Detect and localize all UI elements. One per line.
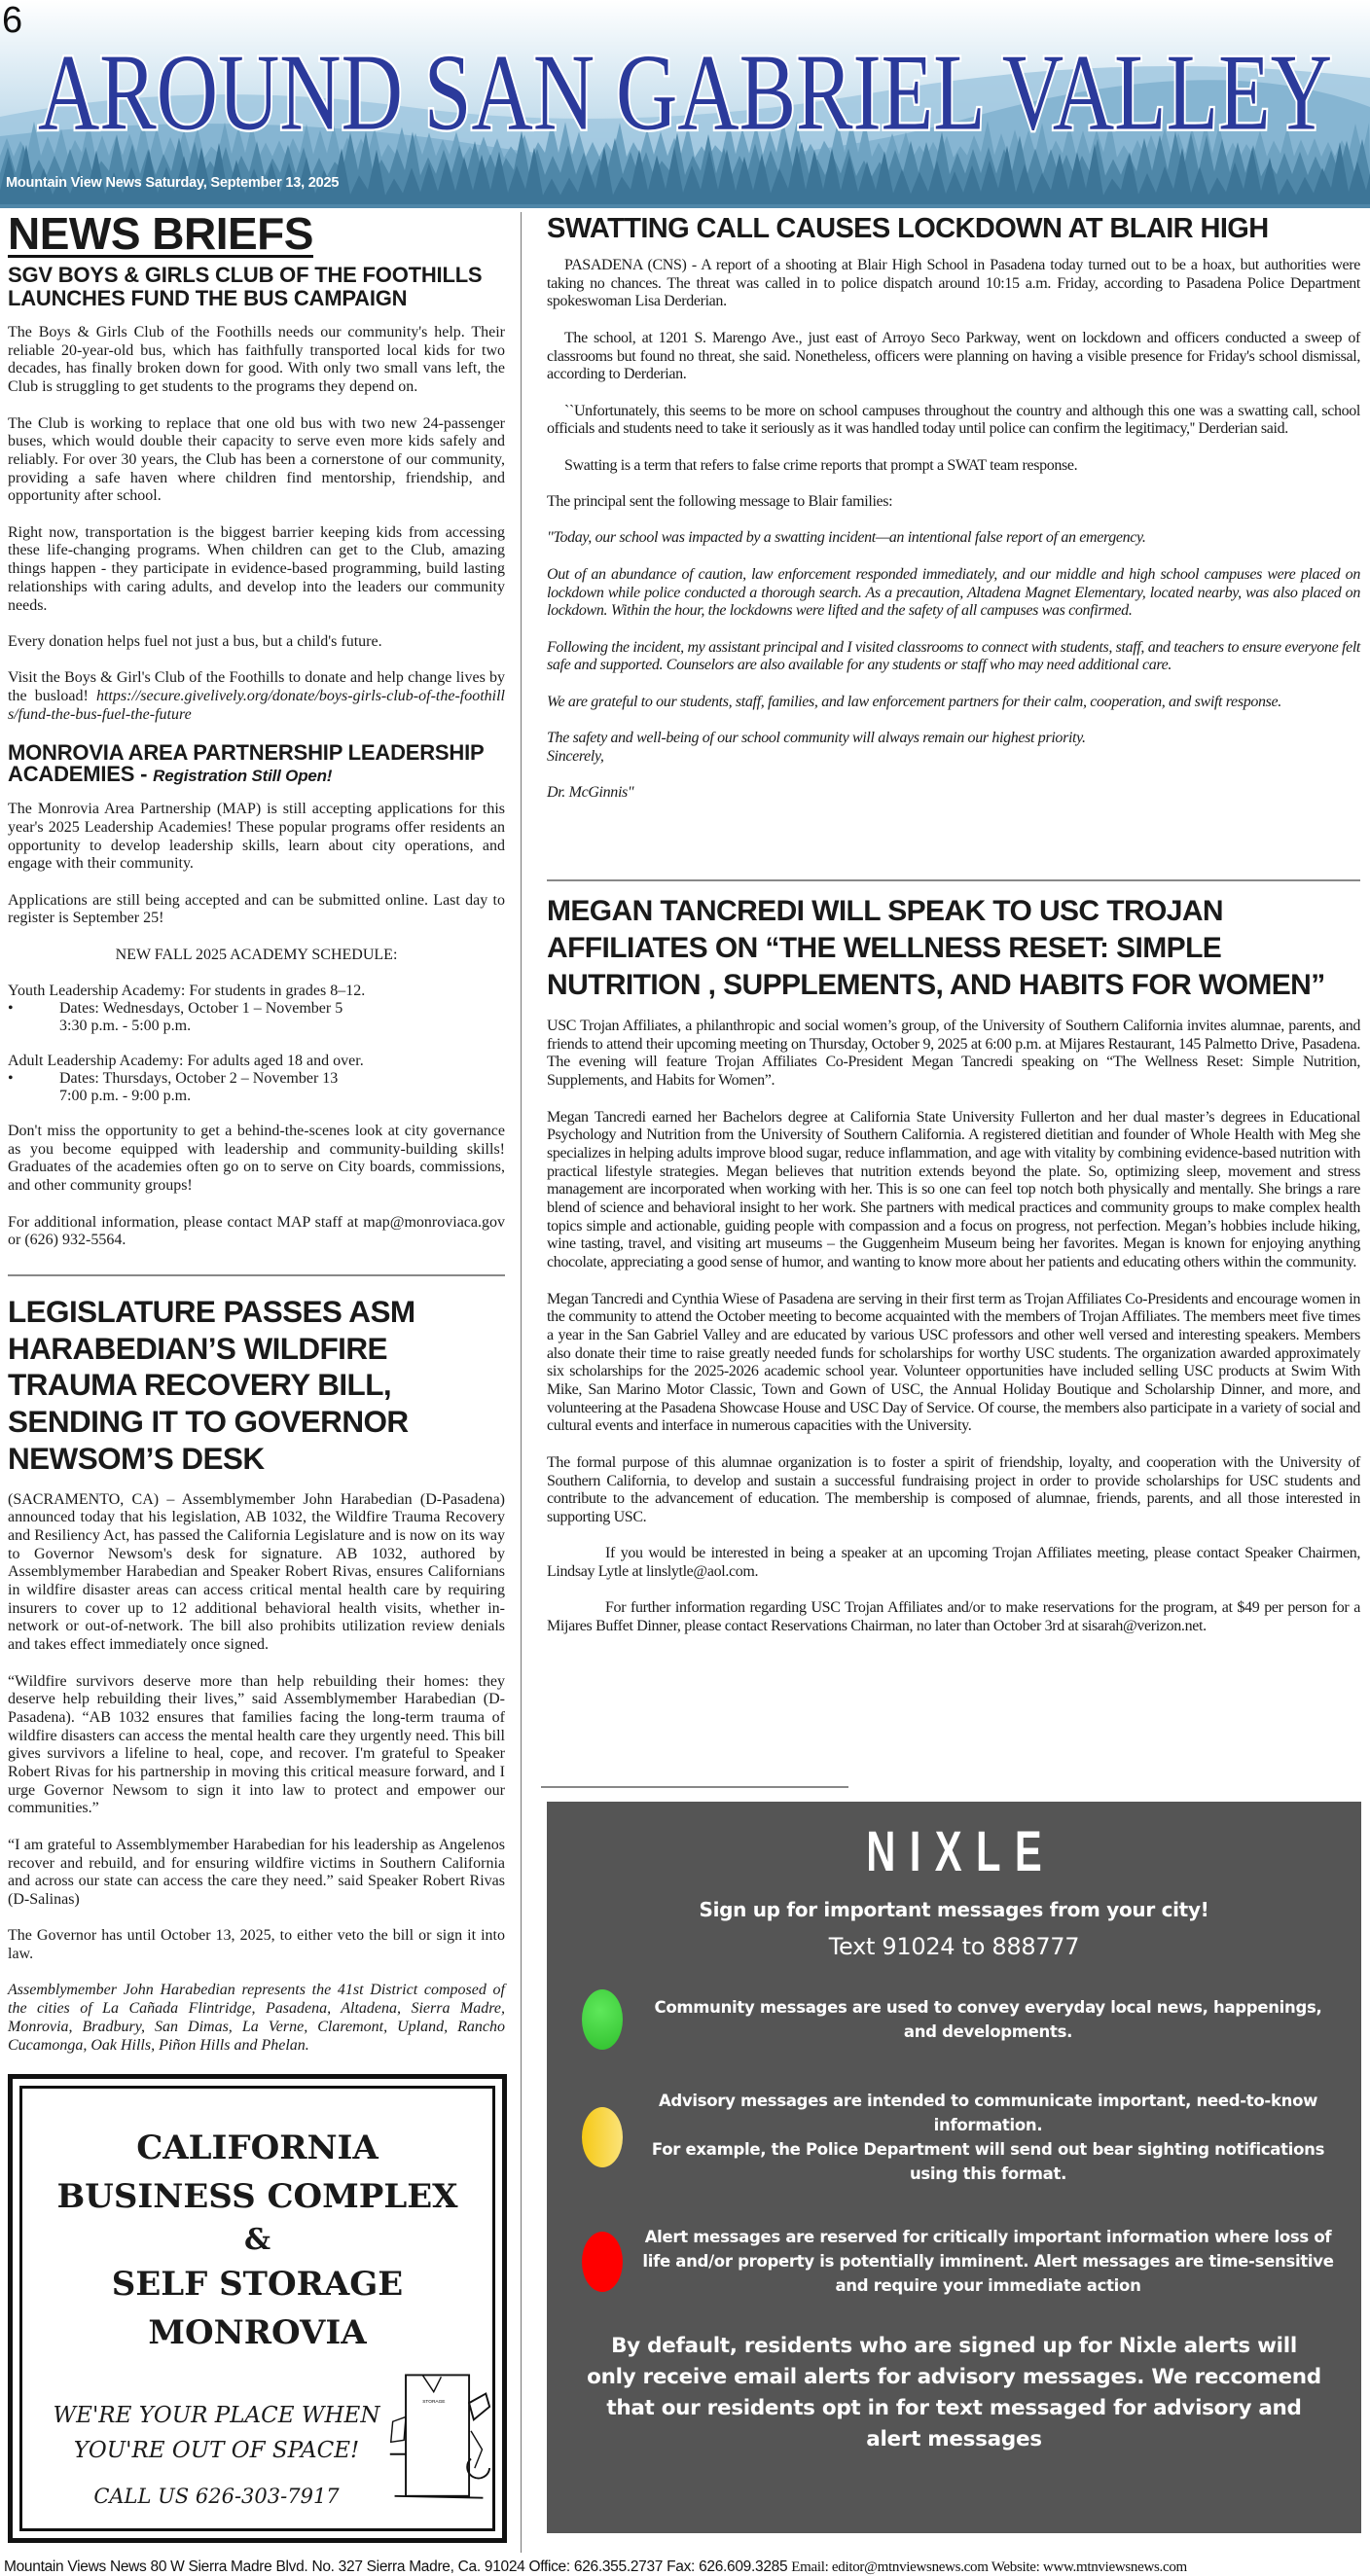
letter-paragraph: Out of an abundance of caution, law enforcement responded immediately, and our middle and high school campuses were placed on lockdown while police conducted a thorough search. As a precaution, Altadena Magnet Elementary, located nearby, was also placed on lockdown. Within the hour, the lockdowns were lifted and the safety of all campuses was confirmed. <box>547 565 1360 620</box>
section-rule <box>8 1274 505 1276</box>
author-bio: Assemblymember John Harabedian represents the 41st District composed of the cities of La Cañada Flintridge, Pasadena, Altadena, Sierra Madre, Monrovia, Bradbury, San Dimas, La Verne, Claremont, Upland, Rancho Cucamonga, Oak Hills, Piñon Hills and Phelan. <box>8 1982 505 2054</box>
ad-taglines <box>52 2398 381 2511</box>
storage-locker-illustration-icon <box>385 2365 492 2511</box>
columns <box>0 208 1370 2553</box>
article-paragraph: If you would be interested in being a speaker at an upcoming Trojan Affiliates meeting, please contact Speaker Chairmen, Lindsay Lytle at linslytle@aol.com. <box>547 1545 1360 1581</box>
ad-phone: CALL US 626-303-7917 <box>93 2485 340 2508</box>
ad-line: SELF STORAGE <box>111 2265 404 2304</box>
article-paragraph: For further information regarding USC Trojan Affiliates and/or to make reservations for the program, at $49 per person for a Mijares Buffet Dinner, please contact Reservations Chairman, no later than October 3rd at sisarah@verizon.net. <box>547 1599 1360 1635</box>
masthead-title: AROUND SAN GABRIEL VALLEY <box>37 31 1333 153</box>
ad-line: BUSINESS COMPLEX <box>56 2177 458 2216</box>
schedule-dates: Dates: Thursdays, October 2 – November 13 <box>59 1070 339 1088</box>
article-headline: SGV BOYS & GIRLS CLUB OF THE FOOTHILLS LAUNCHES FUND THE BUS CAMPAIGN <box>8 263 483 310</box>
article-paragraph: Don't miss the opportunity to get a behind-the-scenes look at city governance as you become equipped with leadership and community-building skills! Graduates of the academies often go on to serve on City boards, commissions, and other community groups! <box>8 1123 505 1195</box>
section-title: NEWS BRIEFS <box>8 208 313 259</box>
letter-closing: The safety and well-being of our school community will always remain our highest priority. <box>547 730 1086 747</box>
letter-signature: Dr. McGinnis" <box>547 784 634 802</box>
footer-contact[interactable]: Email: editor@mtnviewsnews.com Website: www.mtnviewsnews.com <box>791 2559 1187 2575</box>
article-paragraph: The principal sent the following message to Blair families: <box>547 493 893 511</box>
ad-ampersand: & <box>243 2223 271 2257</box>
nixle-level-message <box>638 2089 1338 2186</box>
letter-paragraph: "Today, our school was impacted by a swatting incident—an intentional false report of an emergency. <box>547 529 1146 547</box>
donate-link[interactable]: https://secure.givelively.org/donate/boys-girls-club-of-the-foothills/fund-the-bus-fuel-the-future <box>8 688 505 723</box>
headline-text: MONROVIA AREA PARTNERSHIP LEADERSHIP ACADEMIES - <box>8 740 485 787</box>
schedule-time: 3:30 p.m. - 5:00 p.m. <box>59 1018 192 1035</box>
nixle-level-alert <box>547 2225 1361 2298</box>
ad-line: MONROVIA <box>148 2313 367 2352</box>
letter-paragraph: Following the incident, my assistant principal and I visited classrooms to connect with students, staff, and teachers to ensure everyone felt safe and supported. Counselors are also available for any students or staff who may need additional care. <box>547 638 1361 674</box>
article-paragraph: Swatting is a term that refers to false crime reports that prompt a SWAT team response. <box>564 456 1078 474</box>
donate-text: Visit the Boys & Girl's Club of the Foothills to donate and help change lives by the busload! <box>8 669 505 704</box>
article-paragraph: Applications are still being accepted and can be submitted online. Last day to register is September 25! <box>8 891 505 927</box>
footer-address: Mountain Views News 80 W Sierra Madre Blvd. No. 327 Sierra Madre, Ca. 91024 Office: 626.355.2737 Fax: 626.609.3285 <box>4 2558 792 2575</box>
article-paragraph: (SACRAMENTO, CA) – Assemblymember John Harabedian (D-Pasadena) announced today that his legislation, AB 1032, the Wildfire Trauma Recovery and Resiliency Act, has passed the California Legislature and is now on its way to Governor Newsom's desk for signature. AB 1032, authored by Assemblymember Harabedian and Speaker Robert Rivas, ensures Californians in wildfire disaster areas can access critical mental health care by requiring insurers to cover up to 12 additional behavioral health visits, whether in-network or out-of-network. The bill also prohibits utilization review denials and takes effect immediately once signed. <box>8 1490 505 1654</box>
bullet-icon: • <box>8 1000 14 1018</box>
article-paragraph: The Boys & Girls Club of the Foothills needs our community's help. Their reliable 20-year-old bus, which has faithfully transported local kids for two decades, has finally broken down for good. With only two small vans left, the Club is struggling to get students to the programs they depend on. <box>8 324 505 396</box>
nixle-advertisement[interactable] <box>547 1802 1361 2533</box>
article-paragraph: Megan Tancredi earned her Bachelors degree at California State University Fullerton and her dual master’s degrees in Educational Psychology and Nutrition from the University of Southern California. A registered dietitian and founder of Whole Health with Meg she specializes in helping adults improve blood sugar, reduce inflammation, and age with vitality by combining evidence-based nutrition with practical lifestyle strategies. Megan believes that nutrition extends beyond the plate. So, optimizing sleep, movement and stress management are incorporated when working with her. This is so one can feel top notch both physically and mentally. She brings a rare blend of science and behavioral insight to her work. She partners with medical practices and community groups to make complex health topics simple and actionable, guiding people with compassion and a focus on progress, not perfection. Megan’s hobbies include hiking, wine tasting, travel, and visiting art museums – the Guggenheim Museum being her favorites. Megan is known for enjoying anything chocolate, appreciating a good sense of humor, and wanting to know more about her patients and educating others within the community. <box>547 1108 1360 1271</box>
dateline: Mountain View News Saturday, September 13, 2025 <box>6 175 340 191</box>
article-headline: SWATTING CALL CAUSES LOCKDOWN AT BLAIR HIGH <box>547 213 1269 244</box>
headline-tag: Registration Still Open! <box>153 767 333 786</box>
article-paragraph: The Governor has until October 13, 2025, to either veto the bill or sign it into law. <box>8 1927 505 1963</box>
article-paragraph: “Wildfire survivors deserve more than help rebuilding their homes: they deserve help rebuilding their lives,” said Assemblymember Harabedian (D-Pasadena). “AB 1032 ensures that families facing the long-term trauma of wildfire disasters can access the mental health care they urgently need. This bill gives survivors a lifeline to heal, cope, and recover. I'm grateful to Speaker Robert Rivas for his partnership in moving this critical measure forward, and I urge Governor Newsom to sign it into law to protect and empower our communities.” <box>8 1672 505 1817</box>
page-number: 6 <box>2 0 23 41</box>
nixle-level-message: Community messages are used to convey everyday local news, happenings, and developments. <box>654 1998 1322 2041</box>
article-paragraph: The Club is working to replace that one old bus with two new 24-passenger buses, which would double their capacity to serve even more kids safely and reliably. For over 30 years, the Club has been a cornerstone of our community, providing a safe haven where children find mentorship, friendship, and opportunity after school. <box>8 414 505 505</box>
schedule-title: Adult Leadership Academy: For adults aged 18 and over. <box>8 1053 364 1070</box>
article-end-rule <box>541 1786 848 1788</box>
right-column <box>522 212 1370 2553</box>
article-paragraph <box>8 669 505 724</box>
ad-bottom-row <box>22 2365 492 2511</box>
ad-inner-border <box>19 2086 495 2531</box>
ad-tagline: WE'RE YOUR PLACE WHEN <box>53 2403 380 2428</box>
nixle-signup-text: Sign up for important messages from your city! <box>699 1898 1209 1921</box>
article-paragraph: Every donation helps fuel not just a bus, but a child's future. <box>8 632 382 650</box>
schedule-item <box>8 983 505 1035</box>
legislature-article <box>8 1274 505 2074</box>
section-rule <box>547 879 1360 881</box>
page-body <box>0 208 1370 2576</box>
schedule-dates: Dates: Wednesdays, October 1 – November 5 <box>59 1000 343 1018</box>
article-headline <box>8 742 505 787</box>
article-paragraph: For additional information, please contact MAP staff at map@monroviaca.gov or (626) 932-5564. <box>8 1213 505 1249</box>
nixle-default-notice: By default, residents who are signed up for Nixle alerts will only receive email alerts for advisory messages. We reccomend that our residents opt in for text messaged for advisory and alert messages <box>587 2334 1321 2451</box>
article-paragraph: The formal purpose of this alumnae organization is to foster a spirit of friendship, loyalty, and cooperation with the University of Southern California, to develop and sustain a successful fundraising project in order to provide scholarships for USC students and contribute to the advancement of education. The membership is composed of alumnae, friends, parents, and all those interested in supporting USC. <box>547 1453 1360 1525</box>
bullet-icon: • <box>8 1070 14 1088</box>
article-headline: MEGAN TANCREDI WILL SPEAK TO USC TROJAN AFFILIATES ON “THE WELLNESS RESET: SIMPLE NUTRITION , SUPPLEMENTS, AND HABITS FOR WOMEN” <box>547 895 1325 1001</box>
article-paragraph: The school, at 1201 S. Marengo Ave., just east of Arroyo Seco Parkway, went on lockdown and officers conducted a sweep of classrooms but found no threat, she said. Nonetheless, officers were planning on having a visible presence for Friday's school dismissal, according to Derderian. <box>547 329 1360 383</box>
schedule-time: 7:00 p.m. - 9:00 p.m. <box>59 1088 192 1105</box>
article-headline: LEGISLATURE PASSES ASM HARABEDIAN’S WILDFIRE TRAUMA RECOVERY BILL, SENDING IT TO GOVERNOR NEWSOM’S DESK <box>8 1294 415 1476</box>
article-paragraph: USC Trojan Affiliates, a philanthropic and social women’s group, of the University of Southern California invites alumnae, parents, and friends to attend their upcoming meeting on Thursday, October 9, 2025 at 6:00 p.m. at Mijares Restaurant, 145 Palmetto Drive, Pasadena. The evening will feature Trojan Affiliates Co-President Megan Tancredi speaking on “The Wellness Reset: Simple Nutrition, Supplements, and Habits for Women”. <box>547 1018 1360 1090</box>
news-briefs-column <box>0 208 522 2553</box>
advisory-line: For example, the Police Department will send out bear sighting notifications using this format. <box>651 2140 1325 2183</box>
nixle-text-instruction: Text 91024 to 888777 <box>828 1933 1080 1960</box>
storage-advertisement[interactable] <box>8 2074 507 2543</box>
schedule-item <box>8 1053 505 1105</box>
article-paragraph: Right now, transportation is the biggest barrier keeping kids from accessing these life-changing programs. When children can get to the Club, amazing things happen - they participate in evidence-based programming, build lasting relationships with caring adults, and develop into the leaders our community needs. <box>8 523 505 614</box>
page-footer <box>0 2558 1366 2576</box>
article-paragraph: “I am grateful to Assemblymember Harabedian for his leadership as Angelenos recover and rebuild, and for ensuring wildfire victims in Southern California and across our state can access the care they need.” said Speaker Robert Rivas (D-Salinas) <box>8 1836 505 1908</box>
article-paragraph: Megan Tancredi and Cynthia Wiese of Pasadena are serving in their first term as Trojan Affiliates Co-Presidents and encourage women in the community to attend the October meeting to become acquainted with the members of Trojan Affiliates. The members meet five times a year in the San Gabriel Valley and are educated by various USC professors and other well versed and interesting speakers. Members also donate their time to raise greatly needed funds for scholarships for worthy USC students. The organization awarded approximately six scholarships for the 2025-2026 academic school year. Volunteer opportunities have included selling USC products at Swim With Mike, San Marino Motor Classic, Town and Gown of USC, the Annual Holiday Boutique and Scholarship Dinner, and more, and volunteering at the Pasadena Showcase House and USC Day of Service. Of course, the members also participate in a variety of social and cultural events and interface in numerous capacities with the University. <box>547 1290 1360 1435</box>
advisory-line: Advisory messages are intended to communicate important, need-to-know information. <box>658 2092 1318 2134</box>
nixle-level-community <box>547 1989 1361 2050</box>
ad-tagline: YOU'RE OUT OF SPACE! <box>73 2438 360 2463</box>
nixle-level-message: Alert messages are reserved for critically important information where loss of life and/or property is potentially imminent. Alert messages are time-sensitive and require your immediate action <box>642 2228 1334 2295</box>
schedule-title: NEW FALL 2025 ACADEMY SCHEDULE: <box>115 946 398 963</box>
red-circle-icon <box>582 2232 623 2292</box>
nixle-level-advisory <box>547 2089 1361 2186</box>
article-paragraph: PASADENA (CNS) - A report of a shooting at Blair High School in Pasadena today turned out to be a hoax, but authorities were taking no chances. The threat was called in to police dispatch around 10:15 a.m. Friday, according to Pasadena Police Department spokeswoman Lisa Derderian. <box>547 257 1360 310</box>
letter-paragraph: We are grateful to our students, staff, families, and law enforcement partners for their calm, cooperation, and swift response. <box>547 693 1281 710</box>
yellow-circle-icon <box>582 2107 623 2167</box>
letter-signoff: Sincerely, <box>547 747 604 765</box>
locker-label: STORAGE <box>422 2400 446 2406</box>
article-paragraph: ``Unfortunately, this seems to be more on school campuses throughout the country and although this one was a swatting call, school officials and students need to take it seriously as it was handled today until police can confirm the legitimacy,'' Derderian said. <box>547 402 1360 438</box>
megan-tancredi-article <box>547 879 1360 1786</box>
green-circle-icon <box>582 1989 623 2050</box>
swatting-article <box>547 212 1360 876</box>
nixle-logo: NIXLE <box>866 1820 1057 1883</box>
schedule-title: Youth Leadership Academy: For students in grades 8–12. <box>8 983 366 1000</box>
article-paragraph: The Monrovia Area Partnership (MAP) is still accepting applications for this year's 2025 Leadership Academies! These popular programs offer residents an opportunity to develop leadership skills, learn about city operations, and engage with their community. <box>8 801 505 873</box>
ad-line: CALIFORNIA <box>136 2129 379 2167</box>
news-briefs-section <box>8 208 505 1270</box>
